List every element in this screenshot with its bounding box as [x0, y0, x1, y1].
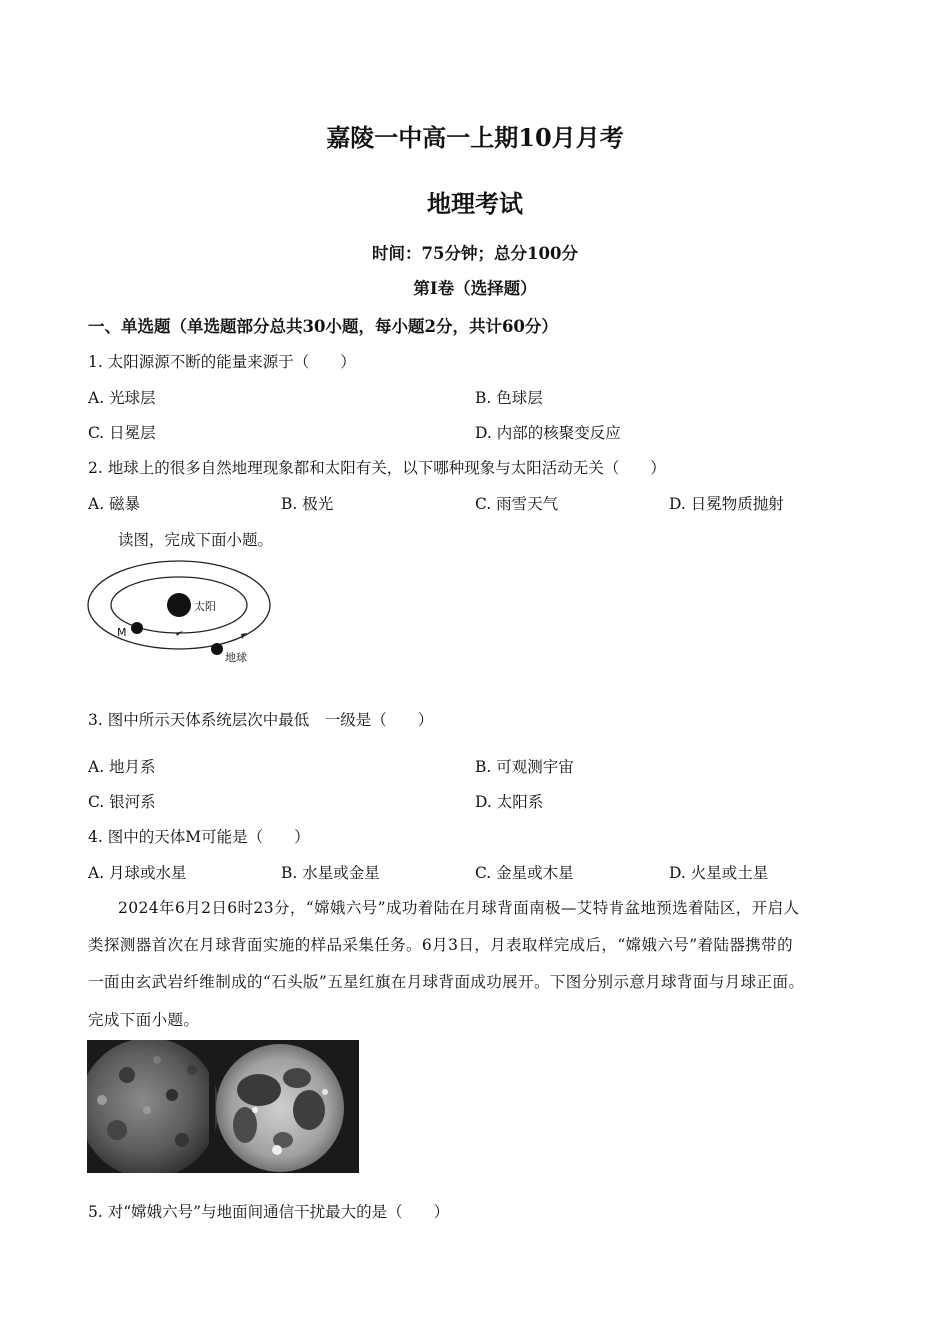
- q2-option-a: A. 磁暴: [88, 495, 141, 513]
- m-label: M: [117, 626, 127, 639]
- sun-body: [167, 593, 191, 617]
- m-body: [131, 622, 143, 634]
- q4-option-a: A. 月球或水星: [88, 864, 187, 882]
- earth-body: [211, 643, 223, 655]
- question-3-stem: 3. 图中所示天体系统层次中最低 一级是（ ）: [88, 711, 434, 729]
- q2-option-b: B. 极光: [281, 495, 334, 513]
- question-2-stem: 2. 地球上的很多自然地理现象都和太阳有关，以下哪种现象与太阳活动无关（ ）: [88, 459, 666, 477]
- passage-line-2: 类探测器首次在月球背面实施的样品采集任务。6月3日，月表取样完成后，“嫦娥六号”着陆器携带的: [88, 936, 793, 954]
- q4-option-b: B. 水星或金星: [281, 864, 380, 882]
- moon-near-side: [216, 1044, 344, 1172]
- photo-gap: [209, 1040, 215, 1173]
- passage-line-3: 一面由玄武岩纤维制成的“石头版”五星红旗在月球背面成功展开。下图分别示意月球背面与月球正面。: [88, 973, 805, 991]
- moon-photos: [87, 1040, 359, 1173]
- q4-option-d: D. 火星或土星: [669, 864, 769, 882]
- earth-orbit-arrow: [241, 633, 247, 639]
- page-title: 嘉陵一中高一上期10月月考: [326, 123, 624, 152]
- question-5-stem: 5. 对“嫦娥六号”与地面间通信干扰最大的是（ ）: [88, 1203, 450, 1221]
- earth-label: 地球: [225, 651, 247, 664]
- q4-option-c: C. 金星或木星: [475, 864, 574, 882]
- passage-line-4: 完成下面小题。: [88, 1011, 200, 1029]
- q1-option-c: C. 日冕层: [88, 424, 156, 442]
- q1-option-b: B. 色球层: [475, 389, 543, 407]
- orbit-diagram: [84, 556, 280, 668]
- page-subtitle: 地理考试: [427, 189, 523, 218]
- q3-option-c: C. 银河系: [88, 793, 156, 811]
- q1-option-a: A. 光球层: [88, 389, 156, 407]
- q1-option-d: D. 内部的核聚变反应: [475, 424, 621, 442]
- read-prompt: 读图，完成下面小题。: [118, 531, 274, 549]
- section-heading: 一、单选题（单选题部分总共30小题，每小题2分，共计60分）: [88, 317, 558, 336]
- moon-far-side: [87, 1040, 219, 1173]
- q3-option-b: B. 可观测宇宙: [475, 758, 574, 776]
- q3-option-d: D. 太阳系: [475, 793, 544, 811]
- q3-option-a: A. 地月系: [88, 758, 156, 776]
- passage-line-1: 2024年6月2日6时23分，“嫦娥六号”成功着陆在月球背面南极—艾特肯盆地预选着陆区，开启人: [118, 899, 800, 917]
- q2-option-d: D. 日冕物质抛射: [669, 495, 784, 513]
- volume-heading: 第I卷（选择题）: [413, 279, 537, 298]
- question-1-stem: 1. 太阳源源不断的能量来源于（ ）: [88, 353, 356, 371]
- time-info: 时间：75分钟；总分100分: [372, 244, 578, 263]
- q2-option-c: C. 雨雪天气: [475, 495, 559, 513]
- question-4-stem: 4. 图中的天体M可能是（ ）: [88, 828, 310, 846]
- sun-label: 太阳: [194, 600, 216, 613]
